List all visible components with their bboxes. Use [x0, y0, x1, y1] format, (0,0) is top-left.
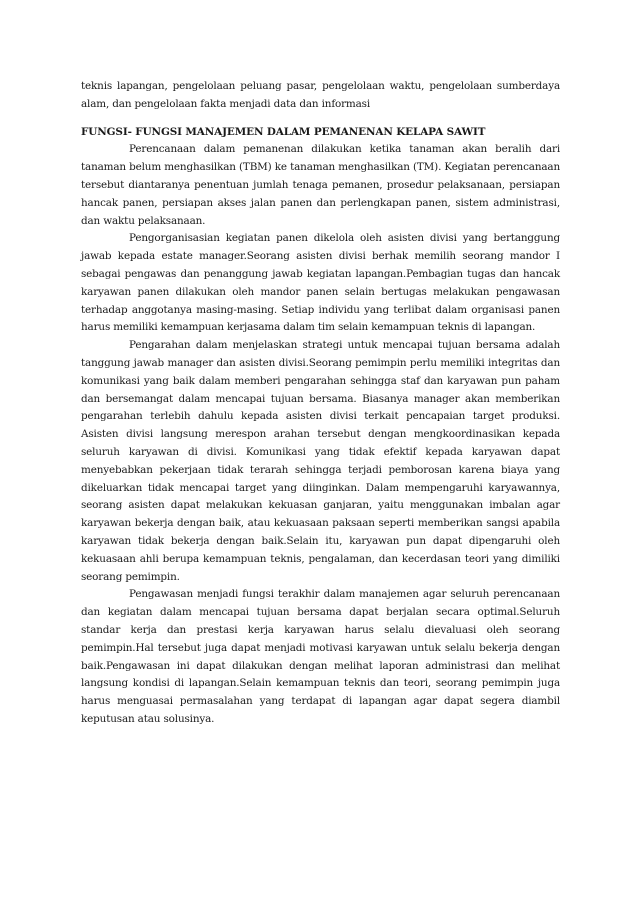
paragraph-pengawasan: Pengawasan menjadi fungsi terakhir dalam manajemen agar seluruh perencanaan dan kegiatan dalam mencapai tujuan bersama dapat berjalan secara optimal.Seluruh standar kerja dan prestasi kerja karyawan harus selalu dievaluasi oleh seorang pemimpin.Hal tersebut juga dapat menjadi motivasi karyawan untuk selalu bekerja dengan baik.Pengawasan ini dapat dilakukan dengan melihat laporan administrasi dan melihat langsung kondisi di lapangan.Selain kemampuan teknis dan teori, seorang pemimpin juga harus menguasai permasalahan yang terdapat di lapangan agar dapat segera diambil keputusan atau solusinya. [81, 588, 560, 725]
section-gap [81, 114, 560, 124]
paragraph-pengorganisasian: Pengorganisasian kegiatan panen dikelola oleh asisten divisi yang bertanggung jawab kepada estate manager.Seorang asisten divisi berhak memilih seorang mandor I sebagai pengawas dan penanggung jawab kegiatan lapangan.Pembagian tugas dan hancak karyawan panen dilakukan oleh mandor panen selain bertugas melakukan pengawasan terhadap anggotanya masing-masing. Setiap individu yang terlibat dalam organisasi panen harus memiliki kemampuan kerjasama dalam tim selain kemampuan teknis di lapangan. [81, 232, 560, 334]
section-heading: FUNGSI- FUNGSI MANAJEMEN DALAM PEMANENAN KELAPA SAWIT [81, 125, 486, 138]
paragraph-perencanaan: Perencanaan dalam pemanenan dilakukan ketika tanaman akan beralih dari tanaman belum menghasilkan (TBM) ke tanaman menghasilkan (TM). Kegiatan perencanaan tersebut diantaranya penentuan jumlah tenaga pemanen, prosedur pelaksanaan, persiapan hancak panen, persiapan akses jalan panen dan perlengkapan panen, sistem administrasi, dan waktu pelaksanaan. [81, 143, 560, 227]
document-body [81, 78, 560, 729]
paragraph-pengarahan: Pengarahan dalam menjelaskan strategi untuk mencapai tujuan bersama adalah tanggung jawab manager dan asisten divisi.Seorang pemimpin perlu memiliki integritas dan komunikasi yang baik dalam memberi pengarahan sehingga staf dan karyawan pun paham dan bersemangat dalam mencapai tujuan bersama. Biasanya manager akan memberikan pengarahan terlebih dahulu kepada asisten divisi terkait pencapaian target produksi. Asisten divisi langsung merespon arahan tersebut dengan mengkoordinasikan kepada seluruh karyawan di divisi. Komunikasi yang tidak efektif kepada karyawan dapat menyebabkan pekerjaan tidak terarah sehingga terjadi pemborosan karena biaya yang dikeluarkan tidak mencapai target yang diinginkan. Dalam mempengaruhi karyawannya, seorang asisten dapat melakukan kekuasan ganjaran, yaitu menggunakan imbalan agar karyawan bekerja dengan baik, atau kekuasaan paksaan seperti memberikan sangsi apabila karyawan tidak bekerja dengan baik.Selain itu, karyawan pun dapat dipengaruhi oleh kekuasaan ahli berupa kemampuan teknis, pengalaman, dan kecerdasan teori yang dimiliki seorang pemimpin. [81, 339, 560, 583]
intro-paragraph: teknis lapangan, pengelolaan peluang pasar, pengelolaan waktu, pengelolaan sumberdaya alam, dan pengelolaan fakta menjadi data dan informasi [81, 80, 560, 110]
